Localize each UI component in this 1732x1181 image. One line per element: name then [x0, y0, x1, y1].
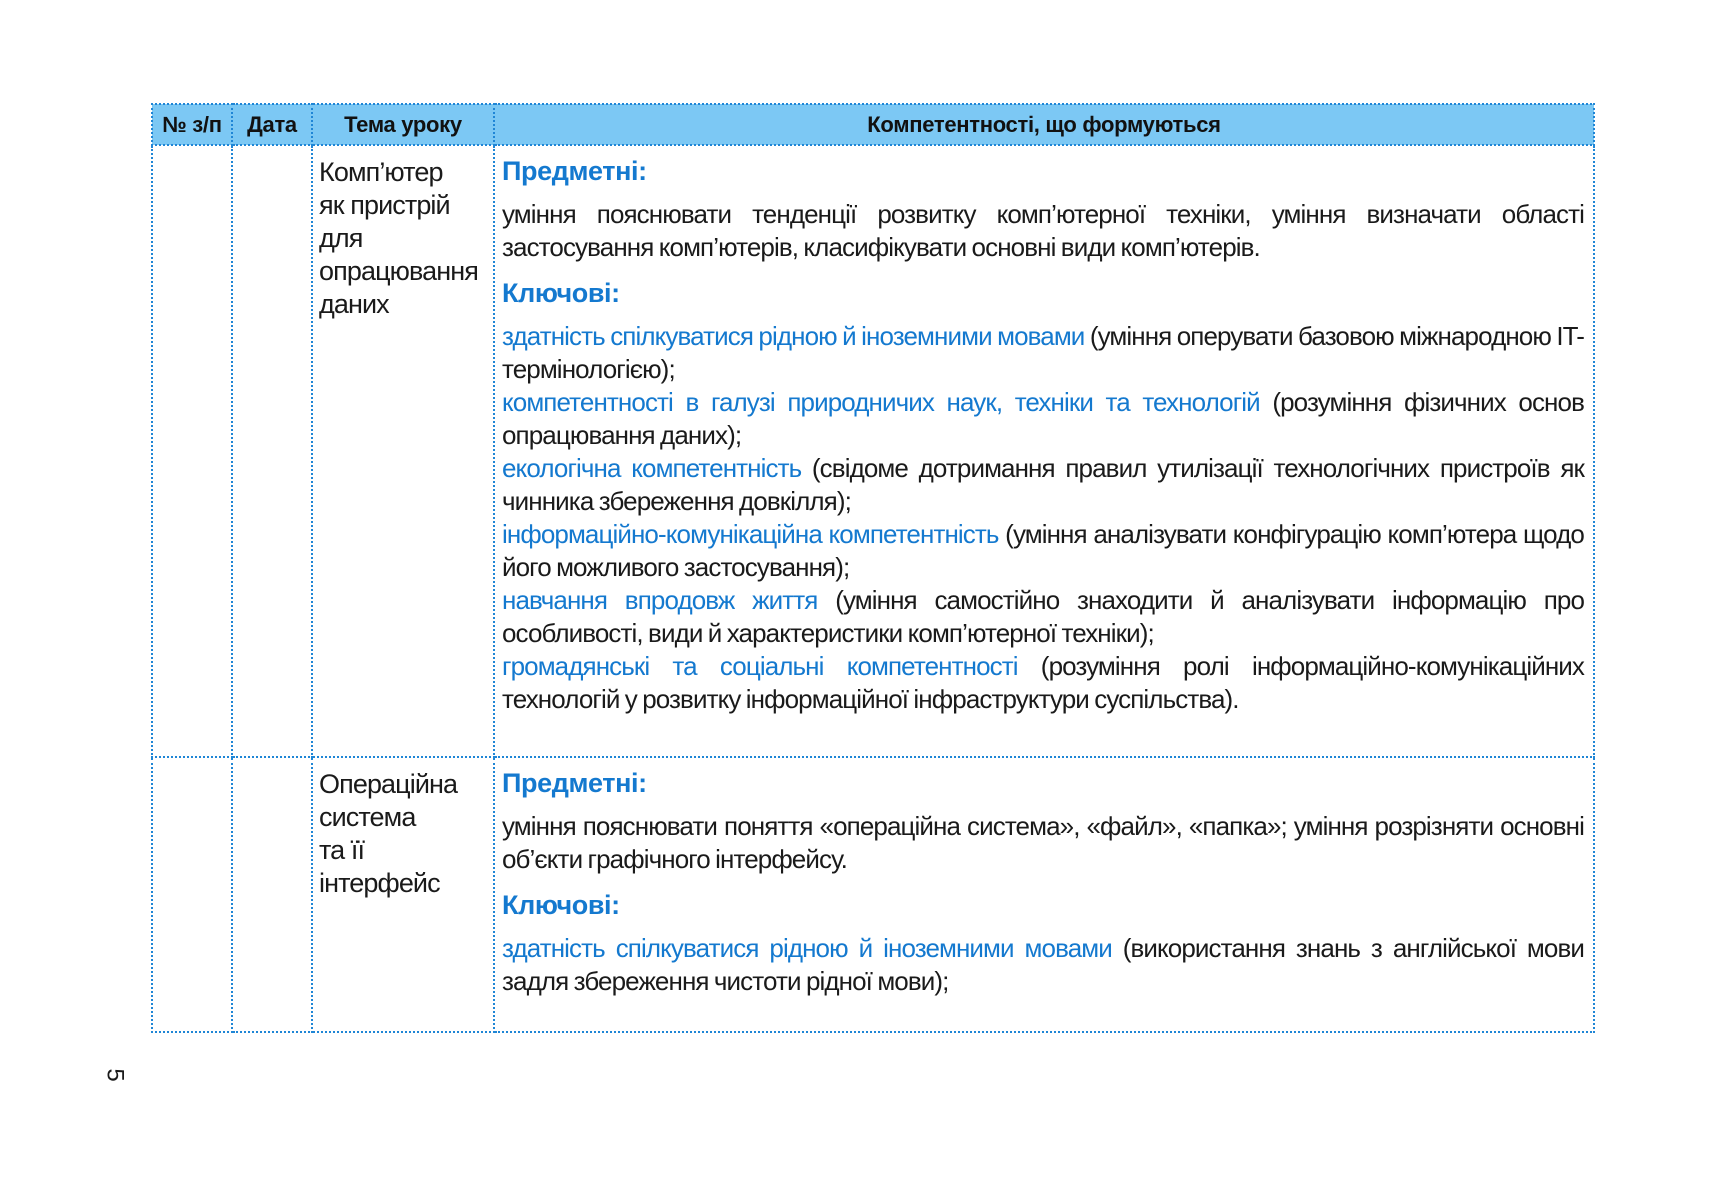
key-item-highlight: екологічна компетентність [502, 453, 802, 483]
cell-date [232, 145, 312, 757]
key-item-text: (уміння оперувати базовою міжнародною IT-термінологією); [502, 321, 1584, 384]
subject-title: Предметні: [502, 768, 647, 798]
key-item-highlight: навчання впродовж життя [502, 585, 818, 615]
key-item-text: (розуміння ролі інформаційно-комунікаційних технологій у розвитку інформаційної інфраструктури суспільства). [502, 651, 1584, 714]
header-date: Дата [232, 104, 312, 145]
cell-competencies [494, 757, 1594, 1032]
topic-line: Комп’ютер [319, 157, 443, 187]
table-row [152, 757, 1594, 1032]
key-item-text: (використання знань з англійської мови задля збереження чистоти рідної мови); [502, 933, 1584, 996]
table-header-row [152, 104, 1594, 145]
topic-line: даних [319, 289, 389, 319]
header-competencies: Компетентності, що формуються [494, 104, 1594, 145]
topic-line: як пристрій [319, 190, 450, 220]
topic-line: та її інтерфейс [319, 835, 440, 898]
key-item-highlight: інформаційно-комунікаційна компетентність [502, 519, 999, 549]
page-number: 5 [101, 1068, 129, 1082]
key-item [502, 932, 1584, 998]
key-item [502, 386, 1584, 452]
key-title: Ключові: [502, 278, 620, 308]
key-item [502, 452, 1584, 518]
header-num: № з/п [152, 104, 232, 145]
key-title: Ключові: [502, 890, 620, 920]
subject-text: уміння пояснювати поняття «операційна система», «файл», «папка»; уміння розрізняти основні об’єкти графічного інтерфейсу. [502, 811, 1584, 874]
topic-line: система [319, 802, 416, 832]
key-item [502, 518, 1584, 584]
topic-line: для [319, 223, 363, 253]
key-item-highlight: компетентності в галузі природничих наук, техніки та технологій [502, 387, 1260, 417]
cell-date [232, 757, 312, 1032]
subject-title: Предметні: [502, 156, 647, 186]
key-item-text: (розуміння фізичних основ опрацювання даних); [502, 387, 1584, 450]
key-item-highlight: здатність спілкуватися рідною й іноземними мовами [502, 321, 1085, 351]
key-item-text: (уміння аналізувати конфігурацію комп’ютера щодо його можливого застосування); [502, 519, 1584, 582]
key-item-highlight: громадянські та соціальні компетентності [502, 651, 1018, 681]
key-item-text: (свідоме дотримання правил утилізації технологічних пристроїв як чинника збереження довкілля); [502, 453, 1584, 516]
table-row [152, 145, 1594, 757]
key-item [502, 584, 1584, 650]
key-item-highlight: здатність спілкуватися рідною й іноземними мовами [502, 933, 1112, 963]
cell-topic [312, 757, 494, 1032]
cell-num [152, 757, 232, 1032]
topic-line: опрацювання [319, 256, 478, 286]
cell-competencies [494, 145, 1594, 757]
header-topic: Тема уроку [312, 104, 494, 145]
cell-topic [312, 145, 494, 757]
key-item [502, 650, 1584, 716]
key-item-text: (уміння самостійно знаходити й аналізувати інформацію про особливості, види й характеристики комп’ютерної техніки); [502, 585, 1584, 648]
topic-line: Операційна [319, 769, 458, 799]
subject-text: уміння пояснювати тенденції розвитку комп’ютерної техніки, уміння визначати області застосування комп’ютерів, класифікувати основні види комп’ютерів. [502, 199, 1584, 262]
cell-num [152, 145, 232, 757]
key-item [502, 320, 1584, 386]
competencies-table [151, 103, 1595, 1033]
